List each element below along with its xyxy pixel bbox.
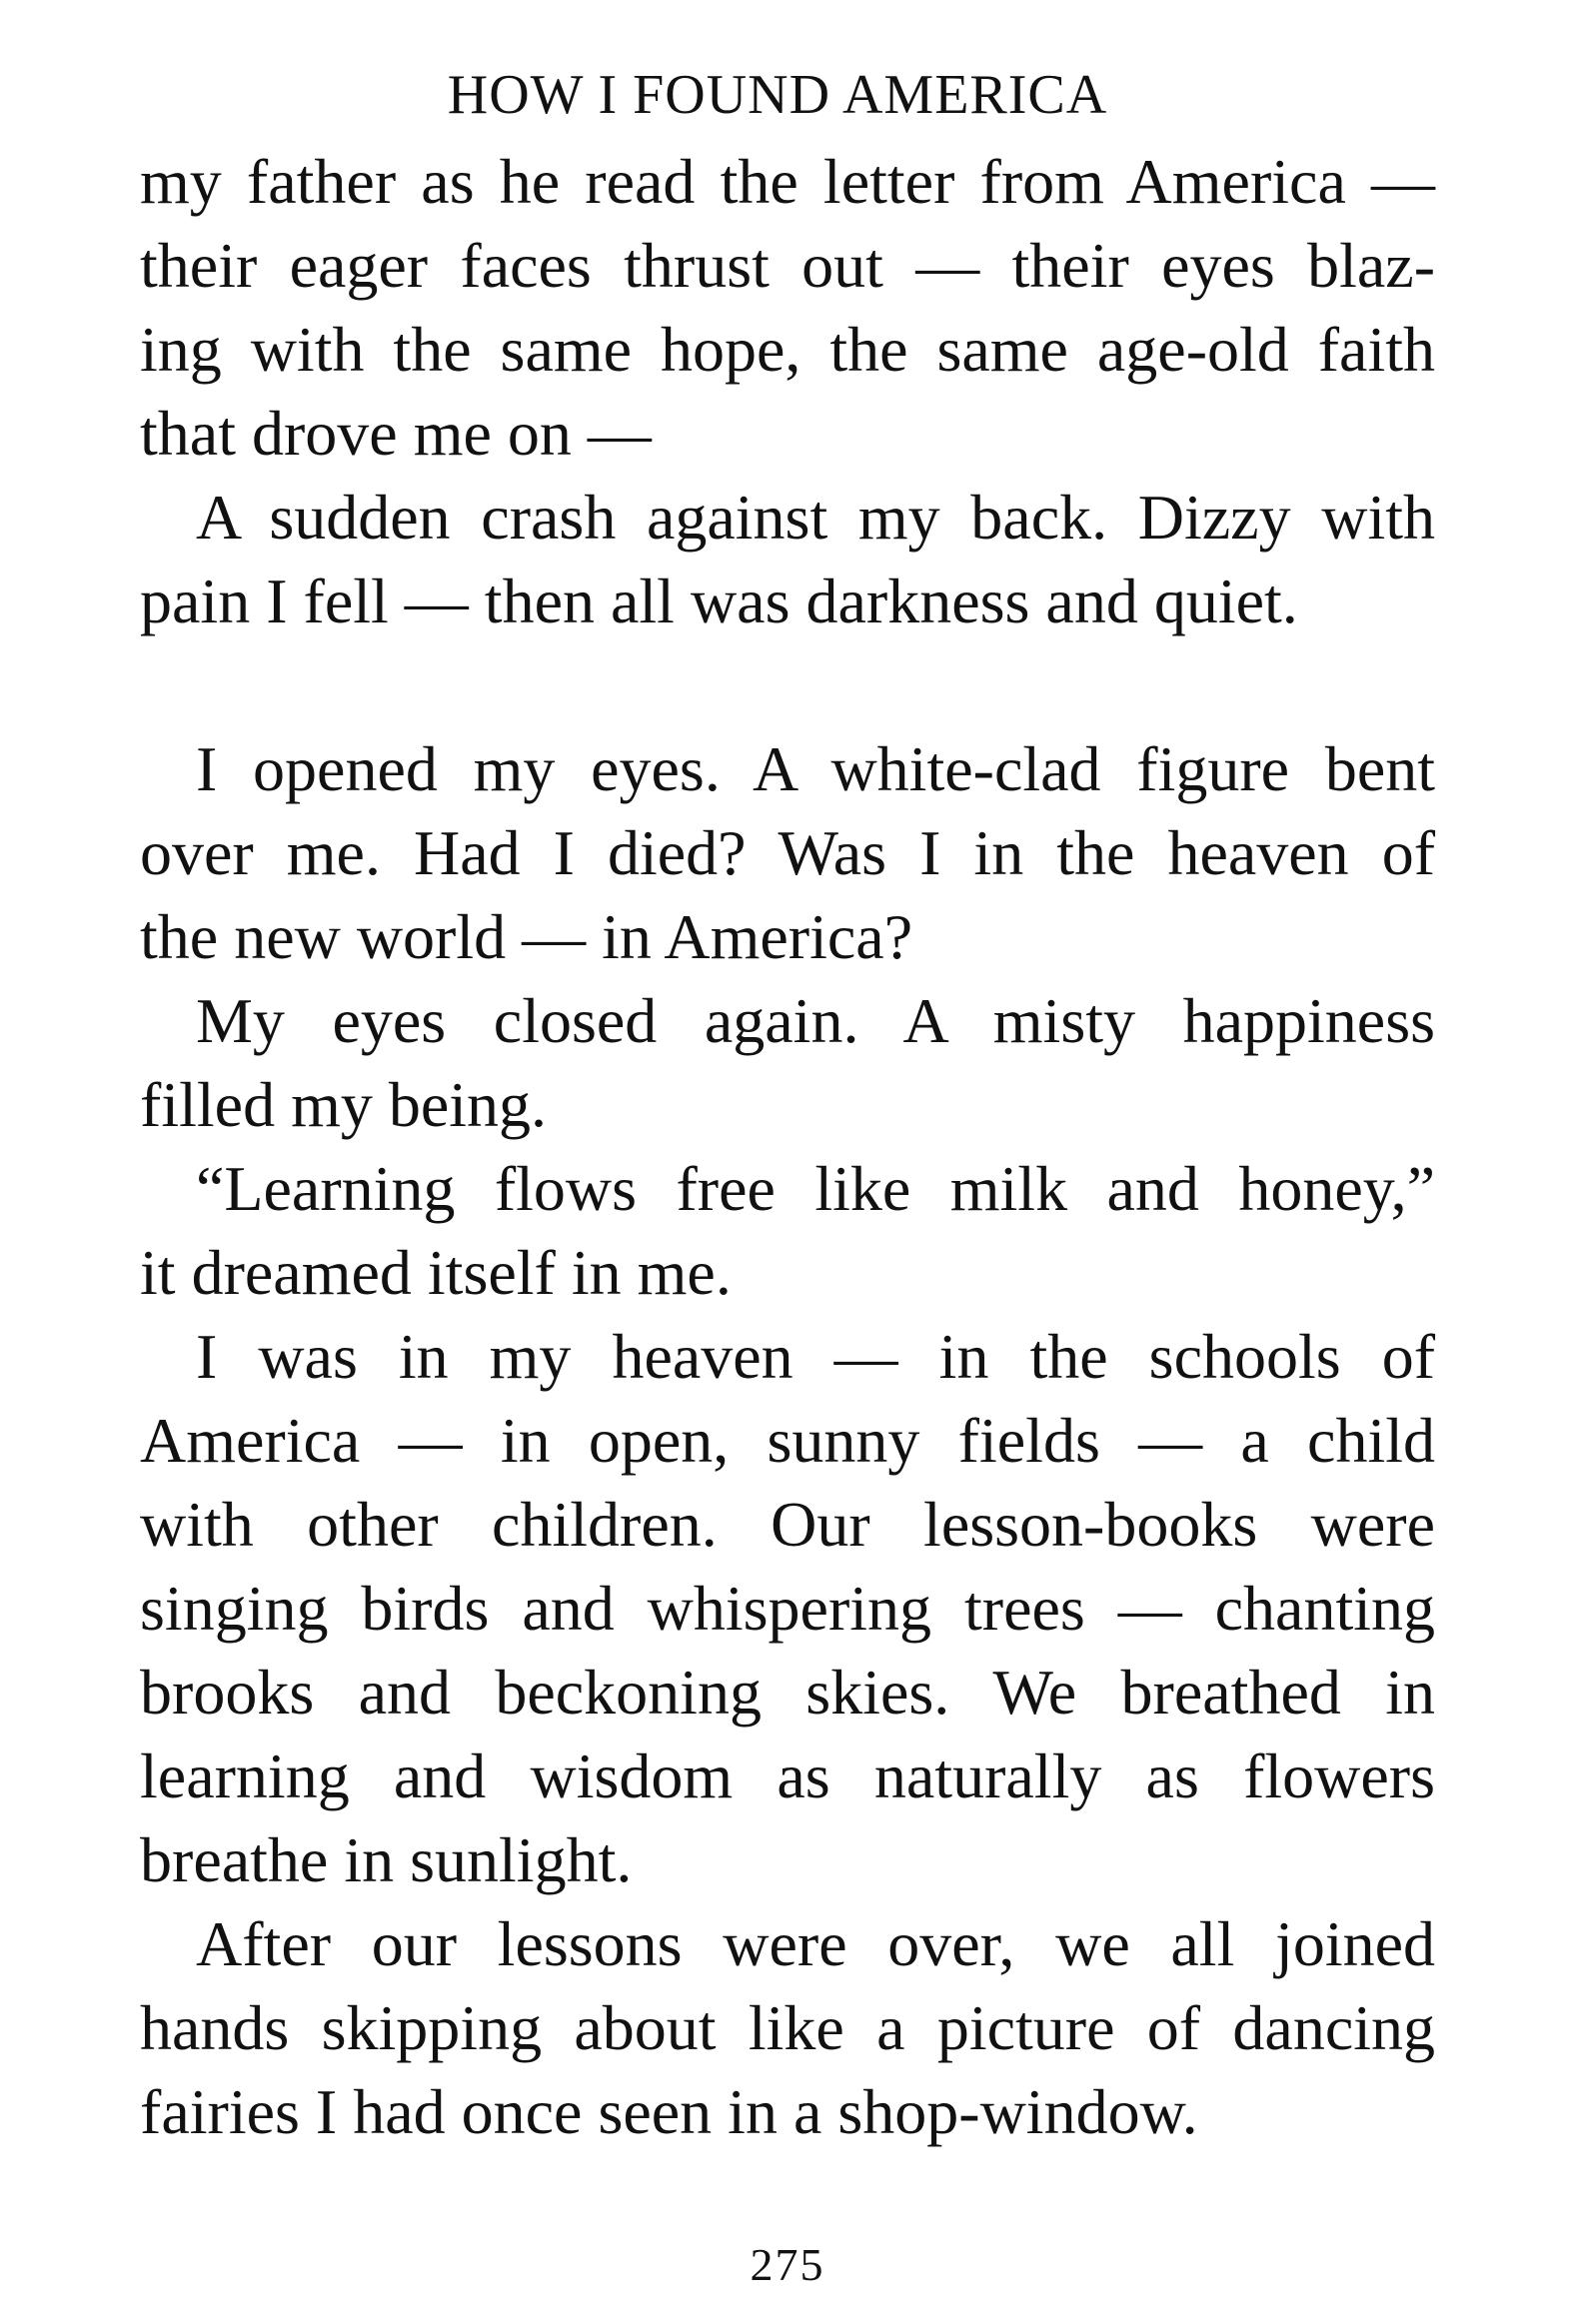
page-number: 275 xyxy=(750,2239,825,2290)
text-line: it dreamed itself in me. xyxy=(140,1237,732,1308)
running-head: HOW I FOUND AMERICA xyxy=(447,64,1108,126)
body-text xyxy=(140,140,1435,2154)
paragraph-7 xyxy=(140,1902,1435,2154)
text-line: pain I fell — then all was darkness and quiet. xyxy=(140,566,1298,636)
paragraph-6 xyxy=(140,1315,1435,1902)
text-line: I was in my heaven — in the schools of xyxy=(196,1321,1435,1392)
text-line: I opened my eyes. A white-clad figure bent xyxy=(196,733,1435,804)
text-line: their eager faces thrust out — their eyes blaz- xyxy=(140,230,1435,301)
text-line: “Learning flows free like milk and honey,” xyxy=(196,1153,1435,1224)
text-line: that drove me on — xyxy=(140,398,652,469)
paragraph-3 xyxy=(140,727,1435,979)
text-line: brooks and beckoning skies. We breathed in xyxy=(140,1657,1435,1728)
text-line: fairies I had once seen in a shop-window. xyxy=(140,2076,1198,2147)
text-line: filled my being. xyxy=(140,1069,548,1140)
text-line: my father as he read the letter from America — xyxy=(140,146,1435,217)
text-line: the new world — in America? xyxy=(140,901,913,972)
paragraph-5 xyxy=(140,1147,1435,1315)
text-line: ing with the same hope, the same age-old faith xyxy=(140,314,1435,385)
text-line: After our lessons were over, we all joined xyxy=(196,1908,1435,1979)
text-line: My eyes closed again. A misty happiness xyxy=(196,985,1435,1056)
section-break xyxy=(140,643,1435,727)
text-line: America — in open, sunny fields — a child xyxy=(140,1405,1435,1476)
text-line: hands skipping about like a picture of dancing xyxy=(140,1992,1435,2063)
paragraph-2 xyxy=(140,476,1435,643)
text-line: singing birds and whispering trees — chanting xyxy=(140,1573,1435,1644)
text-line: A sudden crash against my back. Dizzy with xyxy=(196,482,1435,553)
text-line: breathe in sunlight. xyxy=(140,1824,633,1895)
text-line: learning and wisdom as naturally as flowers xyxy=(140,1741,1435,1811)
book-page xyxy=(140,50,1435,2290)
paragraph-4 xyxy=(140,979,1435,1147)
text-line: with other children. Our lesson-books were xyxy=(140,1489,1435,1560)
text-line: over me. Had I died? Was I in the heaven of xyxy=(140,817,1435,888)
paragraph-1 xyxy=(140,140,1435,476)
